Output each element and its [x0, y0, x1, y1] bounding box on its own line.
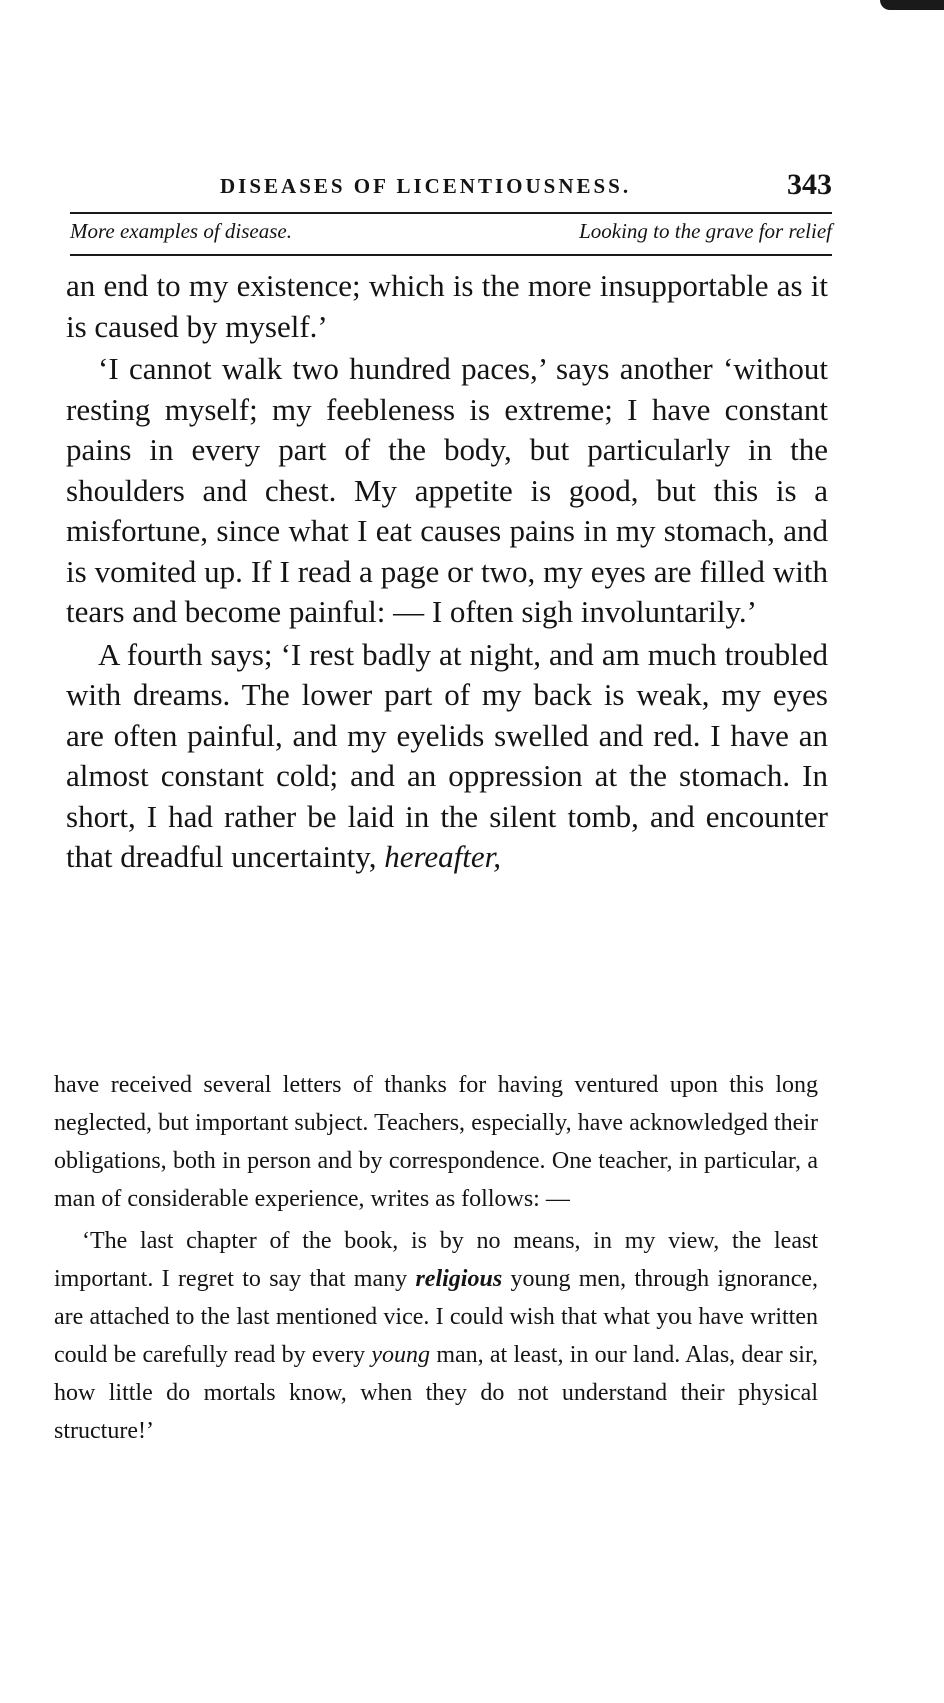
running-title: DISEASES OF LICENTIOUSNESS. — [220, 174, 632, 198]
subhead-right: Looking to the grave for relief — [579, 219, 832, 243]
body-paragraph — [66, 635, 828, 878]
note-paragraph: have received several letters of thanks for having ventured upon this long neglected, but important subject. Teachers, especially, have acknowledged their obligations, both in person and by correspondence. One teacher, in particular, a man of considerable experience, writes as follows: — — [54, 1072, 818, 1212]
note-paragraph — [54, 1222, 818, 1450]
note-text: ‘The last chapter of the book, is by no means, in my view, the least important. I regret to say that many — [54, 1228, 818, 1292]
emphasis-hereafter: hereafter, — [384, 839, 501, 874]
header-rule-bottom — [70, 254, 832, 256]
emphasis-young: young — [371, 1342, 431, 1368]
body-paragraph: an end to my existence; which is the more insupportable as it is caused by myself.’ — [66, 268, 828, 344]
note-text: man, at least, in our land. Alas, dear sir, how little do mortals know, when they do not understand their physical structure!’ — [54, 1342, 819, 1444]
emphasis-religious: religious — [415, 1266, 503, 1292]
body-paragraph-text: A fourth says; ‘I rest badly at night, and am much troubled with dreams. The lower part of my back is weak, my eyes are often painful, and my eyelids swelled and red. I have an almost constant cold; and an oppression at the stomach. In short, I had rather be laid in the silent tomb, and encounter that dreadful uncertainty, — [66, 636, 828, 874]
note-text: young men, through ignorance, are attached to the last mentioned vice. I could wish that what you have written could be carefully read by every — [54, 1266, 819, 1368]
main-text — [66, 266, 828, 880]
body-paragraph: ‘I cannot walk two hundred paces,’ says another ‘without resting myself; my feebleness is extreme; I have constant pains in every part of the body, but particularly in the shoulders and chest. My appetite is good, but this is a misfortune, since what I eat causes pains in my stomach, and is vomited up. If I read a page or two, my eyes are filled with tears and become painful: — I often sigh involuntarily.’ — [66, 351, 828, 629]
header-rule-top — [70, 212, 832, 214]
page-number: 343 — [787, 168, 832, 201]
marginal-subheads — [70, 219, 832, 251]
footnote-text — [54, 1066, 818, 1454]
page-header — [70, 168, 832, 208]
scan-edge-mark — [880, 0, 944, 10]
subhead-left: More examples of disease. — [70, 219, 292, 243]
